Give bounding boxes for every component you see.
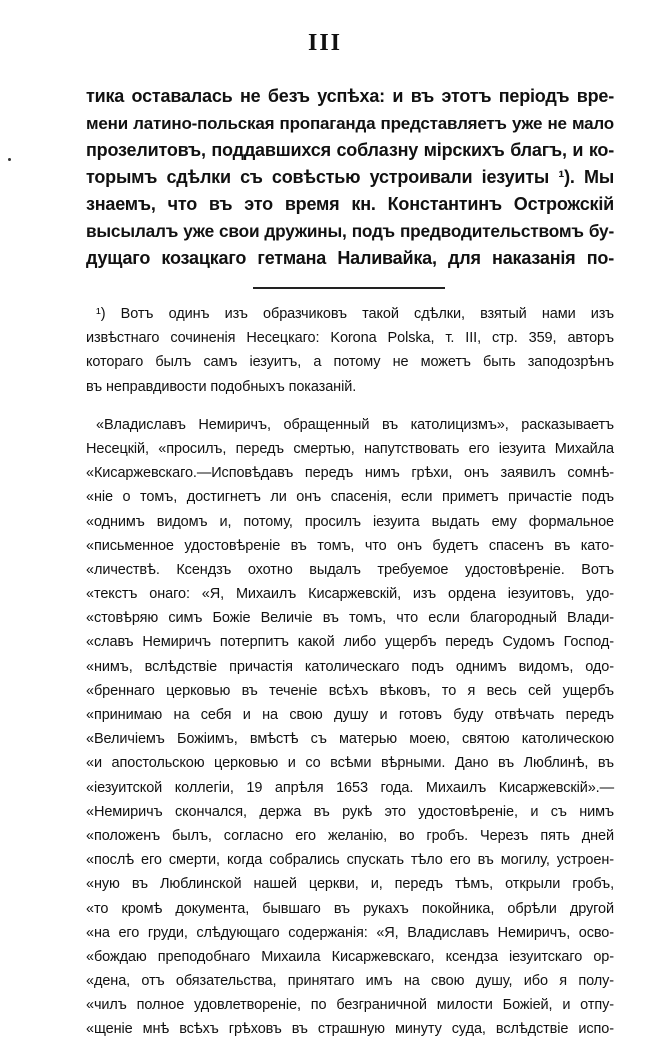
main-text: [86, 83, 614, 272]
footnote-line: «Величіемъ Божіимъ, вмѣстѣ съ матерью моею, святою католическою: [86, 731, 614, 748]
footnote-divider: [253, 287, 445, 289]
footnote-line: «Кисаржевскаго.—Исповѣдавъ передъ нимъ грѣхи, онъ заявилъ сомнѣ-: [86, 465, 614, 482]
footnote-line: «стовѣряю симъ Божіе Величіе въ томъ, что если благородный Влади-: [86, 610, 614, 627]
footnote-line: «нимъ, вслѣдствіе причастія католическаго подъ однимъ видомъ, одо-: [86, 658, 614, 675]
footnote-line: «щеніе мнѣ всѣхъ грѣховъ въ страшную минуту суда, вслѣдствіе испо-: [86, 1021, 614, 1038]
footnote-line: Несецкій, «просилъ, передъ смертью, напутствовать его іезуита Михайла: [86, 440, 614, 457]
footnote-line: «то кромѣ документа, бывшаго въ рукахъ покойника, обрѣли другой: [86, 900, 614, 917]
main-text-line: высылалъ уже свои дружины, подъ предводительствомъ бу-: [86, 221, 614, 241]
footnote-line: «бождаю преподобнаго Михаила Кисаржевскаго, ксендза іезуитскаго ор-: [86, 948, 614, 965]
footnote-line: «Немиричъ скончался, держа въ рукѣ это удостовѣреніе, и съ нимъ: [86, 803, 614, 820]
page-number: III: [307, 30, 343, 56]
footnote-line: «славъ Немиричъ потерпитъ какой либо ущербъ передъ Судомъ Господ-: [86, 634, 614, 651]
footnote-line: извѣстнаго сочиненія Несецкаго: Korona Polska, т. III, стр. 359, авторъ: [86, 330, 614, 347]
footnote-line: въ неправдивости подобныхъ показаній.: [86, 378, 357, 395]
main-text-line: мени латино-польская пропаганда представляетъ уже не мало: [86, 114, 614, 133]
footnote-line: «письменное удостовѣреніе въ томъ, что онъ будетъ спасенъ въ като-: [86, 537, 614, 554]
footnote-paragraph-1: [86, 302, 614, 399]
footnote-line: «чилъ полное удовлетвореніе, по безграничной милости Божіей, и отпу-: [86, 997, 614, 1014]
main-text-line: тика оставалась не безъ успѣха: и въ этотъ періодъ вре-: [86, 86, 614, 106]
main-text-line: знаемъ, что въ это время кн. Константинъ Острожскій: [86, 194, 614, 214]
main-text-line: торымъ сдѣлки съ совѣстью устроивали іезуиты ¹). Мы: [86, 167, 614, 187]
footnote-line: ¹) Вотъ одинъ изъ образчиковъ такой сдѣлки, взятый нами изъ: [96, 306, 614, 322]
footnote-line: «текстъ онаго: «Я, Михаилъ Кисаржевскій, изъ ордена іезуитовъ, удо-: [86, 586, 614, 603]
main-text-line: прозелитовъ, поддавшихся соблазну мірскихъ благъ, и ко-: [86, 140, 614, 160]
margin-speck: [8, 158, 11, 161]
footnote-line: «іезуитской коллегіи, 19 апрѣля 1653 года. Михаилъ Кисаржевскій».—: [86, 779, 614, 796]
footnote-line: «бреннаго церковью въ теченіе всѣхъ вѣковъ, то я весь сей ущербъ: [86, 682, 614, 699]
footnote-line: «ную въ Люблинской нашей церкви, и, передъ тѣмъ, открыли гробъ,: [86, 876, 614, 893]
main-text-line: дущаго козацкаго гетмана Наливайка, для наказанія по-: [86, 248, 614, 268]
footnote-line: «однимъ видомъ и, потому, просилъ іезуита выдать ему формальное: [86, 513, 614, 530]
footnote-line: котораго былъ самъ іезуитъ, а потому не можетъ быть заподозрѣнъ: [86, 354, 614, 371]
footnote-line: «личествѣ. Ксендзъ охотно выдалъ требуемое удостовѣреніе. Вотъ: [86, 561, 614, 578]
footnote-line: «дена, отъ обязательства, принятаго имъ на свою душу, ибо я полу-: [86, 973, 614, 990]
footnote-paragraph-2: [86, 413, 614, 1042]
footnote-line: «Владиславъ Немиричъ, обращенный въ католицизмъ», расказываетъ: [96, 416, 614, 433]
footnote-line: «положенъ былъ, согласно его желанію, во гробъ. Черезъ пять дней: [86, 827, 614, 844]
footnote-block: [86, 302, 614, 1042]
footnote-line: «принимаю на себя и на свою душу и готовъ буду отвѣчать передъ: [86, 707, 614, 723]
footnote-line: «на его груди, слѣдующаго содержанія: «Я, Владиславъ Немиричъ, осво-: [86, 924, 614, 941]
footnote-line: «и апостольскою церковью и со всѣми вѣрными. Дано въ Люблинѣ, въ: [86, 755, 614, 772]
footnote-line: «ніе о томъ, достигнетъ ли онъ спасенія, если приметъ причастіе подъ: [86, 489, 614, 506]
footnote-line: «послѣ его смерти, когда собрались спускать тѣло его въ могилу, устроен-: [86, 852, 614, 869]
